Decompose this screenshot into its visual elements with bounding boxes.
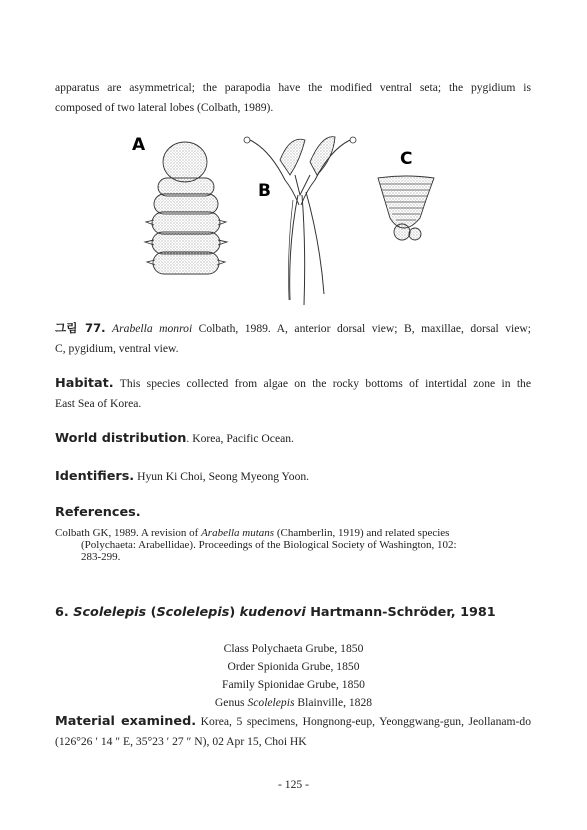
material-line-1 (55, 712, 531, 732)
caption-line-2: C, pygidium, ventral view. (55, 342, 179, 355)
reference-text-a: Colbath GK, 1989. A revision of (55, 527, 202, 539)
species-genus: Scolelepis (73, 605, 147, 620)
reference-line-1 (55, 527, 525, 539)
intro-line-2: composed of two lateral lobes (Colbath, 1989). (55, 101, 274, 114)
reference-line-3: 283-299. (81, 551, 121, 563)
specimen-a-drawing (145, 142, 227, 274)
reference-line-2: (Polychaeta: Arabellidae). Proceedings of the Biological Society of Washington, 102: (81, 539, 457, 551)
page-number: - 125 - (278, 778, 309, 791)
caption-rest: Colbath, 1989. A, anterior dorsal view; B, maxillae, dorsal view; (192, 322, 531, 335)
habitat-line-2: East Sea of Korea. (55, 397, 142, 410)
figure-77 (110, 120, 468, 310)
material-label: Material examined. (55, 714, 197, 729)
distribution-text: . Korea, Pacific Ocean. (186, 432, 294, 445)
caption-line-1 (55, 318, 531, 339)
taxonomy-family: Family Spionidae Grube, 1850 (222, 678, 365, 691)
identifiers-label: Identifiers. (55, 469, 135, 484)
references-heading (55, 503, 531, 523)
figure-label-b: B (258, 181, 271, 201)
species-subgenus: Scolelepis (156, 605, 230, 620)
reference-italic: Arabella mutans (201, 527, 275, 539)
taxonomy-class: Class Polychaeta Grube, 1850 (223, 642, 364, 655)
distribution-section (55, 429, 531, 449)
material-text: Korea, 5 specimens, Hongnong-eup, Yeonggwang-gun, Jeollanam-do (196, 715, 531, 728)
taxonomy-genus (0, 696, 587, 709)
habitat-section (55, 374, 531, 414)
habitat-line-1 (55, 374, 531, 394)
habitat-label: Habitat. (55, 376, 114, 391)
figure-caption (55, 318, 531, 359)
habitat-text: This species collected from algae on the rocky bottoms of intertidal zone in the (113, 377, 531, 390)
material-line-2: (126°26 ′ 14 ″ E, 35°23 ′ 27 ″ N), 02 Apr 15, Choi HK (55, 735, 307, 748)
species-heading (55, 603, 531, 623)
specimen-b-drawing (244, 137, 356, 305)
species-number: 6. (55, 605, 74, 620)
material-section (55, 712, 531, 752)
figure-label-a: A (132, 135, 146, 155)
reference-colbath-1989 (55, 527, 525, 563)
specimen-c-drawing (378, 176, 434, 240)
references-label: References. (55, 505, 141, 520)
taxonomy-genus-name: Scolelepis (247, 696, 295, 709)
intro-paragraph (55, 78, 531, 118)
species-author: Hartmann-Schröder, 1981 (305, 605, 496, 620)
intro-line-1: apparatus are asymmetrical; the parapodia have the modified ventral seta; the pygidium is (55, 81, 531, 94)
taxonomy-genus-prefix: Genus (214, 696, 248, 709)
taxonomy-genus-author: Blainville, 1828 (294, 696, 373, 709)
reference-text-b: (Chamberlin, 1919) and related species (274, 527, 450, 539)
distribution-label: World distribution (55, 431, 187, 446)
taxonomy-order: Order Spionida Grube, 1850 (227, 660, 360, 673)
caption-species: Arabella monroi (112, 322, 193, 335)
identifiers-text: Hyun Ki Choi, Seong Myeong Yoon. (134, 470, 310, 483)
identifiers-section (55, 467, 531, 487)
figure-illustration (110, 120, 468, 310)
species-subgenus-wrap: (Scolelepis) (150, 605, 236, 620)
figure-label-c: C (400, 149, 413, 169)
caption-prefix: 그림 77. (55, 321, 106, 335)
species-epithet: kudenovi (239, 605, 306, 620)
